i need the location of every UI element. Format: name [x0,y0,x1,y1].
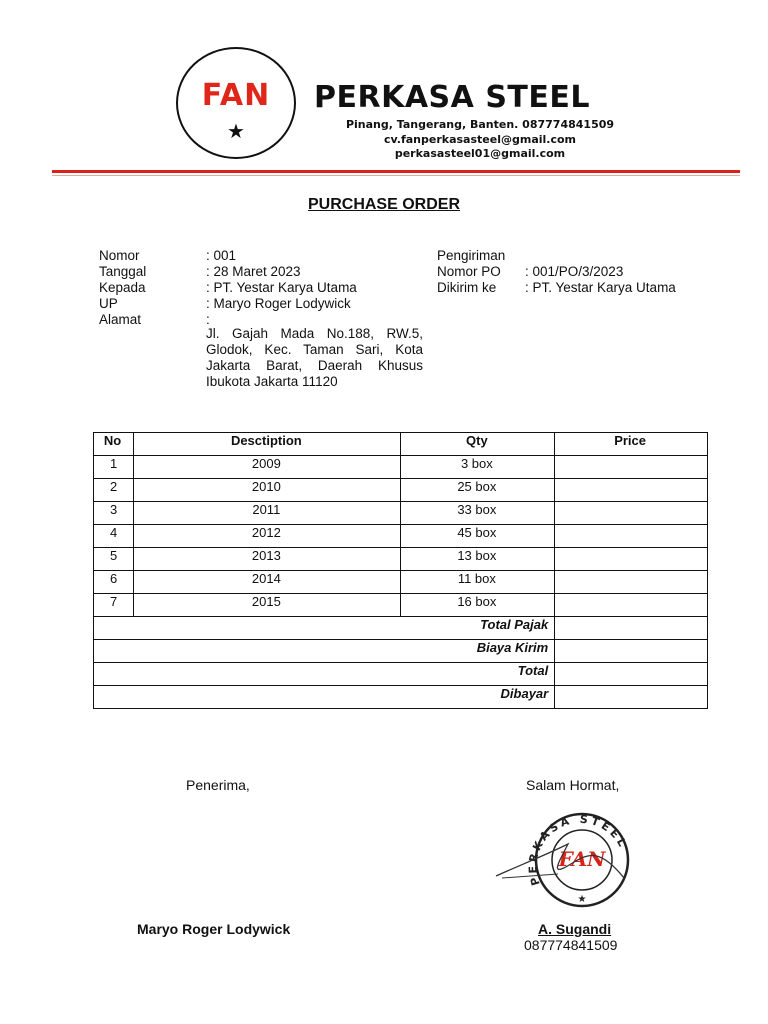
table-row [94,594,708,617]
cell-description: 2012 [134,525,401,548]
summary-label: Dibayar [94,686,555,709]
info-left-labels [99,248,146,328]
table-row [94,502,708,525]
logo-text: FAN [201,78,271,113]
cell-no: 3 [94,502,134,525]
cell-price [555,548,708,571]
sender-phone: 087774841509 [524,937,618,953]
cell-no: 7 [94,594,134,617]
header-price: Price [555,433,708,456]
cell-description: 2009 [134,456,401,479]
cell-description: 2011 [134,502,401,525]
company-name: PERKASA STEEL [314,80,590,115]
info-label: Kepada [99,280,146,295]
info-value-dikirim-ke: : PT. Yestar Karya Utama [525,280,676,295]
info-label: Tanggal [99,264,147,279]
cell-price [555,456,708,479]
company-address: Pinang, Tangerang, Banten. 087774841509 [345,118,615,131]
info-left-values [206,248,357,328]
cell-no: 2 [94,479,134,502]
info-label: UP [99,296,118,311]
info-label: Alamat [99,312,142,327]
table-row [94,571,708,594]
summary-label: Total [94,663,555,686]
receiver-name: Maryo Roger Lodywick [137,921,291,937]
header-description: Desctiption [134,433,401,456]
cell-qty: 11 box [401,571,555,594]
address-text: Jl. Gajah Mada No.188, RW.5, Glodok, Kec. Taman Sari, Kota Jakarta Barat, Daerah Khusus Ibukota Jakarta 11120 [206,326,423,389]
info-right-labels [437,248,505,296]
table-row [94,456,708,479]
cell-no: 1 [94,456,134,479]
cell-description: 2010 [134,479,401,502]
cell-price [555,502,708,525]
sender-label: Salam Hormat, [526,777,620,793]
cell-qty: 25 box [401,479,555,502]
shipping-heading: Pengiriman [437,248,506,263]
cell-qty: 3 box [401,456,555,479]
summary-row-dibayar [94,686,708,709]
cell-price [555,525,708,548]
info-value-nomor-po: : 001/PO/3/2023 [525,264,624,279]
info-label: Dikirim ke [437,280,497,295]
cell-qty: 33 box [401,502,555,525]
info-label: Nomor [99,248,140,263]
info-value-nomor: : 001 [206,248,237,263]
summary-row-total [94,663,708,686]
cell-description: 2015 [134,594,401,617]
table-header-row [94,433,708,456]
cell-no: 6 [94,571,134,594]
cell-price [555,594,708,617]
stamp-star-icon: ★ [577,894,587,905]
table-row [94,525,708,548]
cell-no: 5 [94,548,134,571]
receiver-label: Penerima, [186,777,250,793]
header-qty: Qty [401,433,555,456]
info-value-up: : Maryo Roger Lodywick [206,296,351,311]
letterhead-divider-shadow [52,175,740,176]
summary-value [555,663,708,686]
cell-description: 2013 [134,548,401,571]
info-value-alamat: : [206,312,210,327]
cell-description: 2014 [134,571,401,594]
items-table [93,432,708,709]
cell-qty: 45 box [401,525,555,548]
cell-qty: 16 box [401,594,555,617]
summary-row-biaya-kirim [94,640,708,663]
summary-value [555,686,708,709]
summary-value [555,617,708,640]
table-row [94,548,708,571]
company-email-2: perkasasteel01@gmail.com [394,147,566,160]
info-label: Nomor PO [437,264,501,279]
info-value-kepada: : PT. Yestar Karya Utama [206,280,357,295]
table-row [94,479,708,502]
letterhead-divider [52,170,740,173]
company-stamp [488,804,638,916]
stamp-logo: FAN [558,847,606,871]
sender-name: A. Sugandi [538,921,612,937]
cell-price [555,479,708,502]
stamp-ring-text: PERKASA STEEL [526,812,631,887]
summary-row-total-pajak [94,617,708,640]
cell-qty: 13 box [401,548,555,571]
summary-value [555,640,708,663]
company-email-1: cv.fanperkasasteel@gmail.com [384,133,576,146]
logo-star-icon: ★ [227,121,245,143]
document-title: PURCHASE ORDER [307,196,460,213]
cell-no: 4 [94,525,134,548]
summary-label: Biaya Kirim [94,640,555,663]
cell-price [555,571,708,594]
info-value-tanggal: : 28 Maret 2023 [206,264,301,279]
summary-label: Total Pajak [94,617,555,640]
info-right-values [525,264,676,296]
header-no: No [94,433,134,456]
